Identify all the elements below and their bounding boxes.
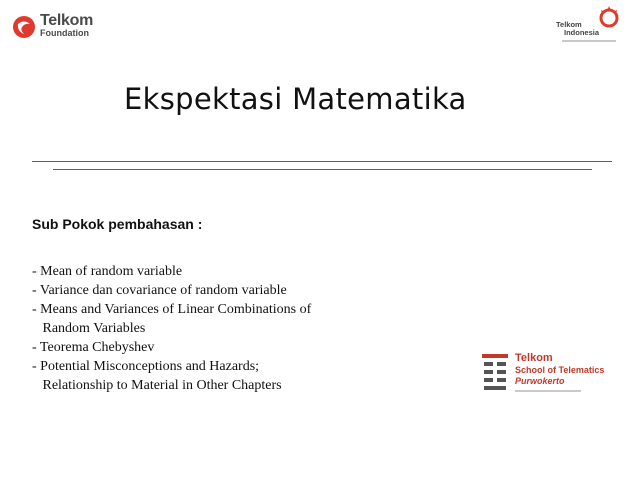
list-item: - Variance dan covariance of random variable [32, 283, 287, 298]
list-item: - Mean of random variable [32, 264, 183, 279]
list-item: - Teorema Chebyshev [32, 340, 155, 355]
divider-line-lower [53, 169, 592, 170]
logo-tagline-mark [515, 390, 581, 392]
subheading: Sub Pokok pembahasan : [32, 216, 203, 232]
slide-title: Ekspektasi Matematika [124, 82, 467, 116]
telkom-indonesia-logo [556, 6, 628, 48]
school-emblem-icon [482, 354, 508, 394]
logo-line2: Indonesia [564, 28, 600, 37]
list-item: Random Variables [32, 321, 146, 336]
list-item: - Means and Variances of Linear Combinations of [32, 302, 312, 317]
logo-line1: Telkom [556, 20, 582, 29]
logo-line3: Purwokerto [515, 376, 565, 386]
logo-name: Telkom [515, 352, 553, 364]
telkom-school-logo [482, 352, 612, 398]
logo-name: Telkom [40, 12, 94, 29]
telkom-foundation-logo [12, 12, 122, 42]
logo-subtitle: Foundation [40, 28, 89, 38]
telkom-swirl-icon [12, 15, 36, 39]
logo-line2: School of Telematics [515, 365, 605, 375]
logo-tagline-mark [562, 40, 616, 42]
divider-line-upper [32, 161, 612, 162]
telkom-flame-icon [596, 6, 622, 28]
list-item: Relationship to Material in Other Chapters [32, 378, 282, 393]
list-item: - Potential Misconceptions and Hazards; [32, 359, 260, 374]
topic-list [32, 262, 311, 395]
